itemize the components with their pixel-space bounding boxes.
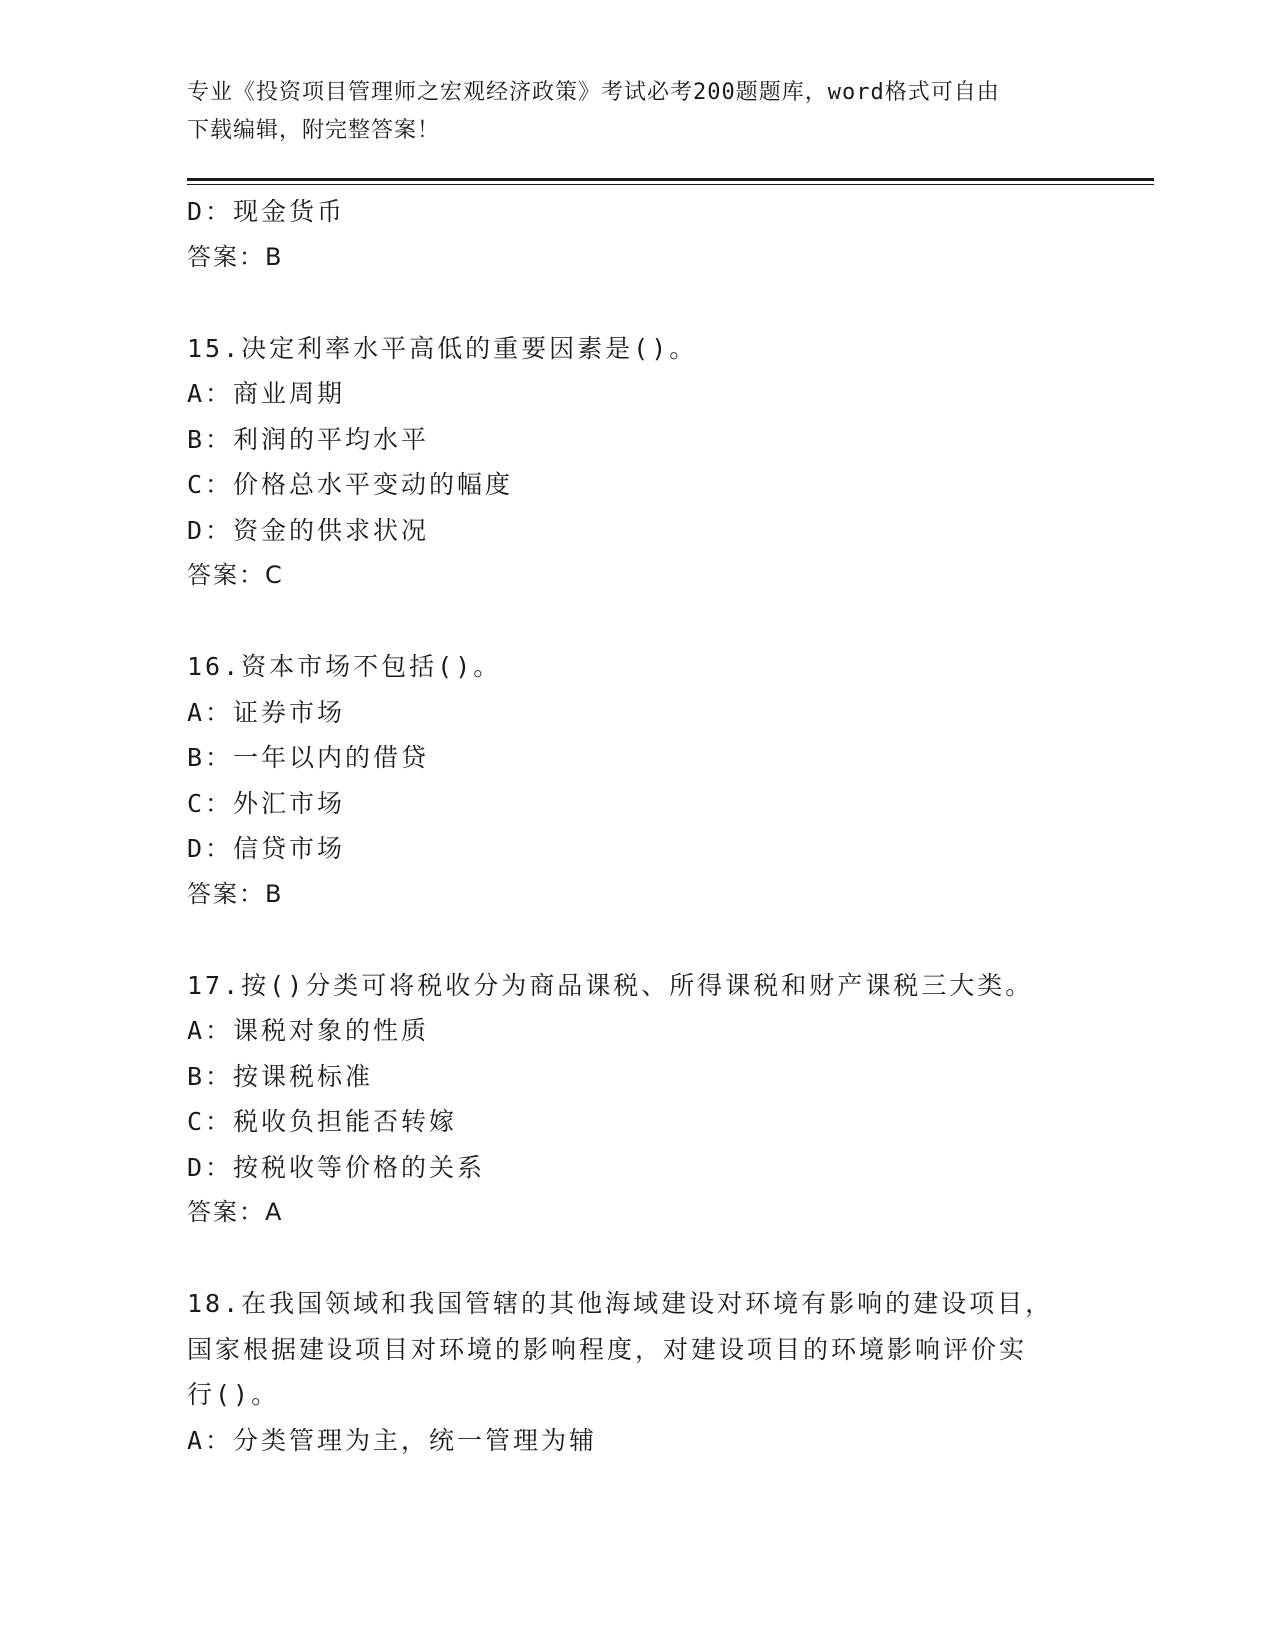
option-c: C：外汇市场 xyxy=(187,788,346,818)
option-b: B：一年以内的借贷 xyxy=(187,743,430,772)
option-d: D：按税收等价格的关系 xyxy=(187,1152,486,1182)
spacer xyxy=(187,599,1067,645)
question-14-fragment xyxy=(187,189,1067,280)
question-stem: 17.按()分类可将税收分为商品课税、所得课税和财产课税三大类。 xyxy=(187,970,1034,1000)
option-b: B：按课税标准 xyxy=(187,1061,374,1091)
header-divider-thick xyxy=(187,178,1154,181)
question-17 xyxy=(187,963,1067,1236)
question-stem-line-1: 18.在我国领域和我国管辖的其他海域建设对环境有影响的建设项目， xyxy=(187,1289,1054,1318)
question-stem: 15.决定利率水平高低的重要因素是()。 xyxy=(187,333,698,363)
question-16 xyxy=(187,644,1067,917)
question-15 xyxy=(187,326,1067,599)
question-18 xyxy=(187,1281,1067,1463)
answer: 答案：A xyxy=(187,1198,284,1226)
spacer xyxy=(187,280,1067,326)
question-stem-line-3: 行()。 xyxy=(187,1380,280,1409)
option-a: A：商业周期 xyxy=(187,379,346,408)
option-c: C：税收负担能否转嫁 xyxy=(187,1107,458,1136)
header-divider-thin xyxy=(187,184,1154,185)
header-line-1: 专业《投资项目管理师之宏观经济政策》考试必考200题题库，word格式可自由 xyxy=(187,80,1000,105)
question-stem-line-2: 国家根据建设项目对环境的影响程度，对建设项目的环境影响评价实 xyxy=(187,1334,1028,1364)
option-c: C：价格总水平变动的幅度 xyxy=(187,470,514,499)
answer: 答案：B xyxy=(187,242,284,271)
spacer xyxy=(187,917,1067,963)
answer: 答案：C xyxy=(187,561,284,589)
document-header xyxy=(187,74,1067,150)
option-a: A：证券市场 xyxy=(187,697,346,727)
option-b: B：利润的平均水平 xyxy=(187,424,430,454)
option-a: A：分类管理为主，统一管理为辅 xyxy=(187,1425,598,1455)
option-d: D：资金的供求状况 xyxy=(187,515,430,545)
answer: 答案：B xyxy=(187,879,284,908)
option-d: D：现金货币 xyxy=(187,197,346,226)
document-body xyxy=(187,189,1067,1463)
question-stem: 16.资本市场不包括()。 xyxy=(187,652,502,681)
option-a: A：课税对象的性质 xyxy=(187,1016,430,1045)
spacer xyxy=(187,1236,1067,1282)
header-line-2: 下载编辑，附完整答案！ xyxy=(187,118,441,143)
option-d: D：信贷市场 xyxy=(187,834,346,863)
